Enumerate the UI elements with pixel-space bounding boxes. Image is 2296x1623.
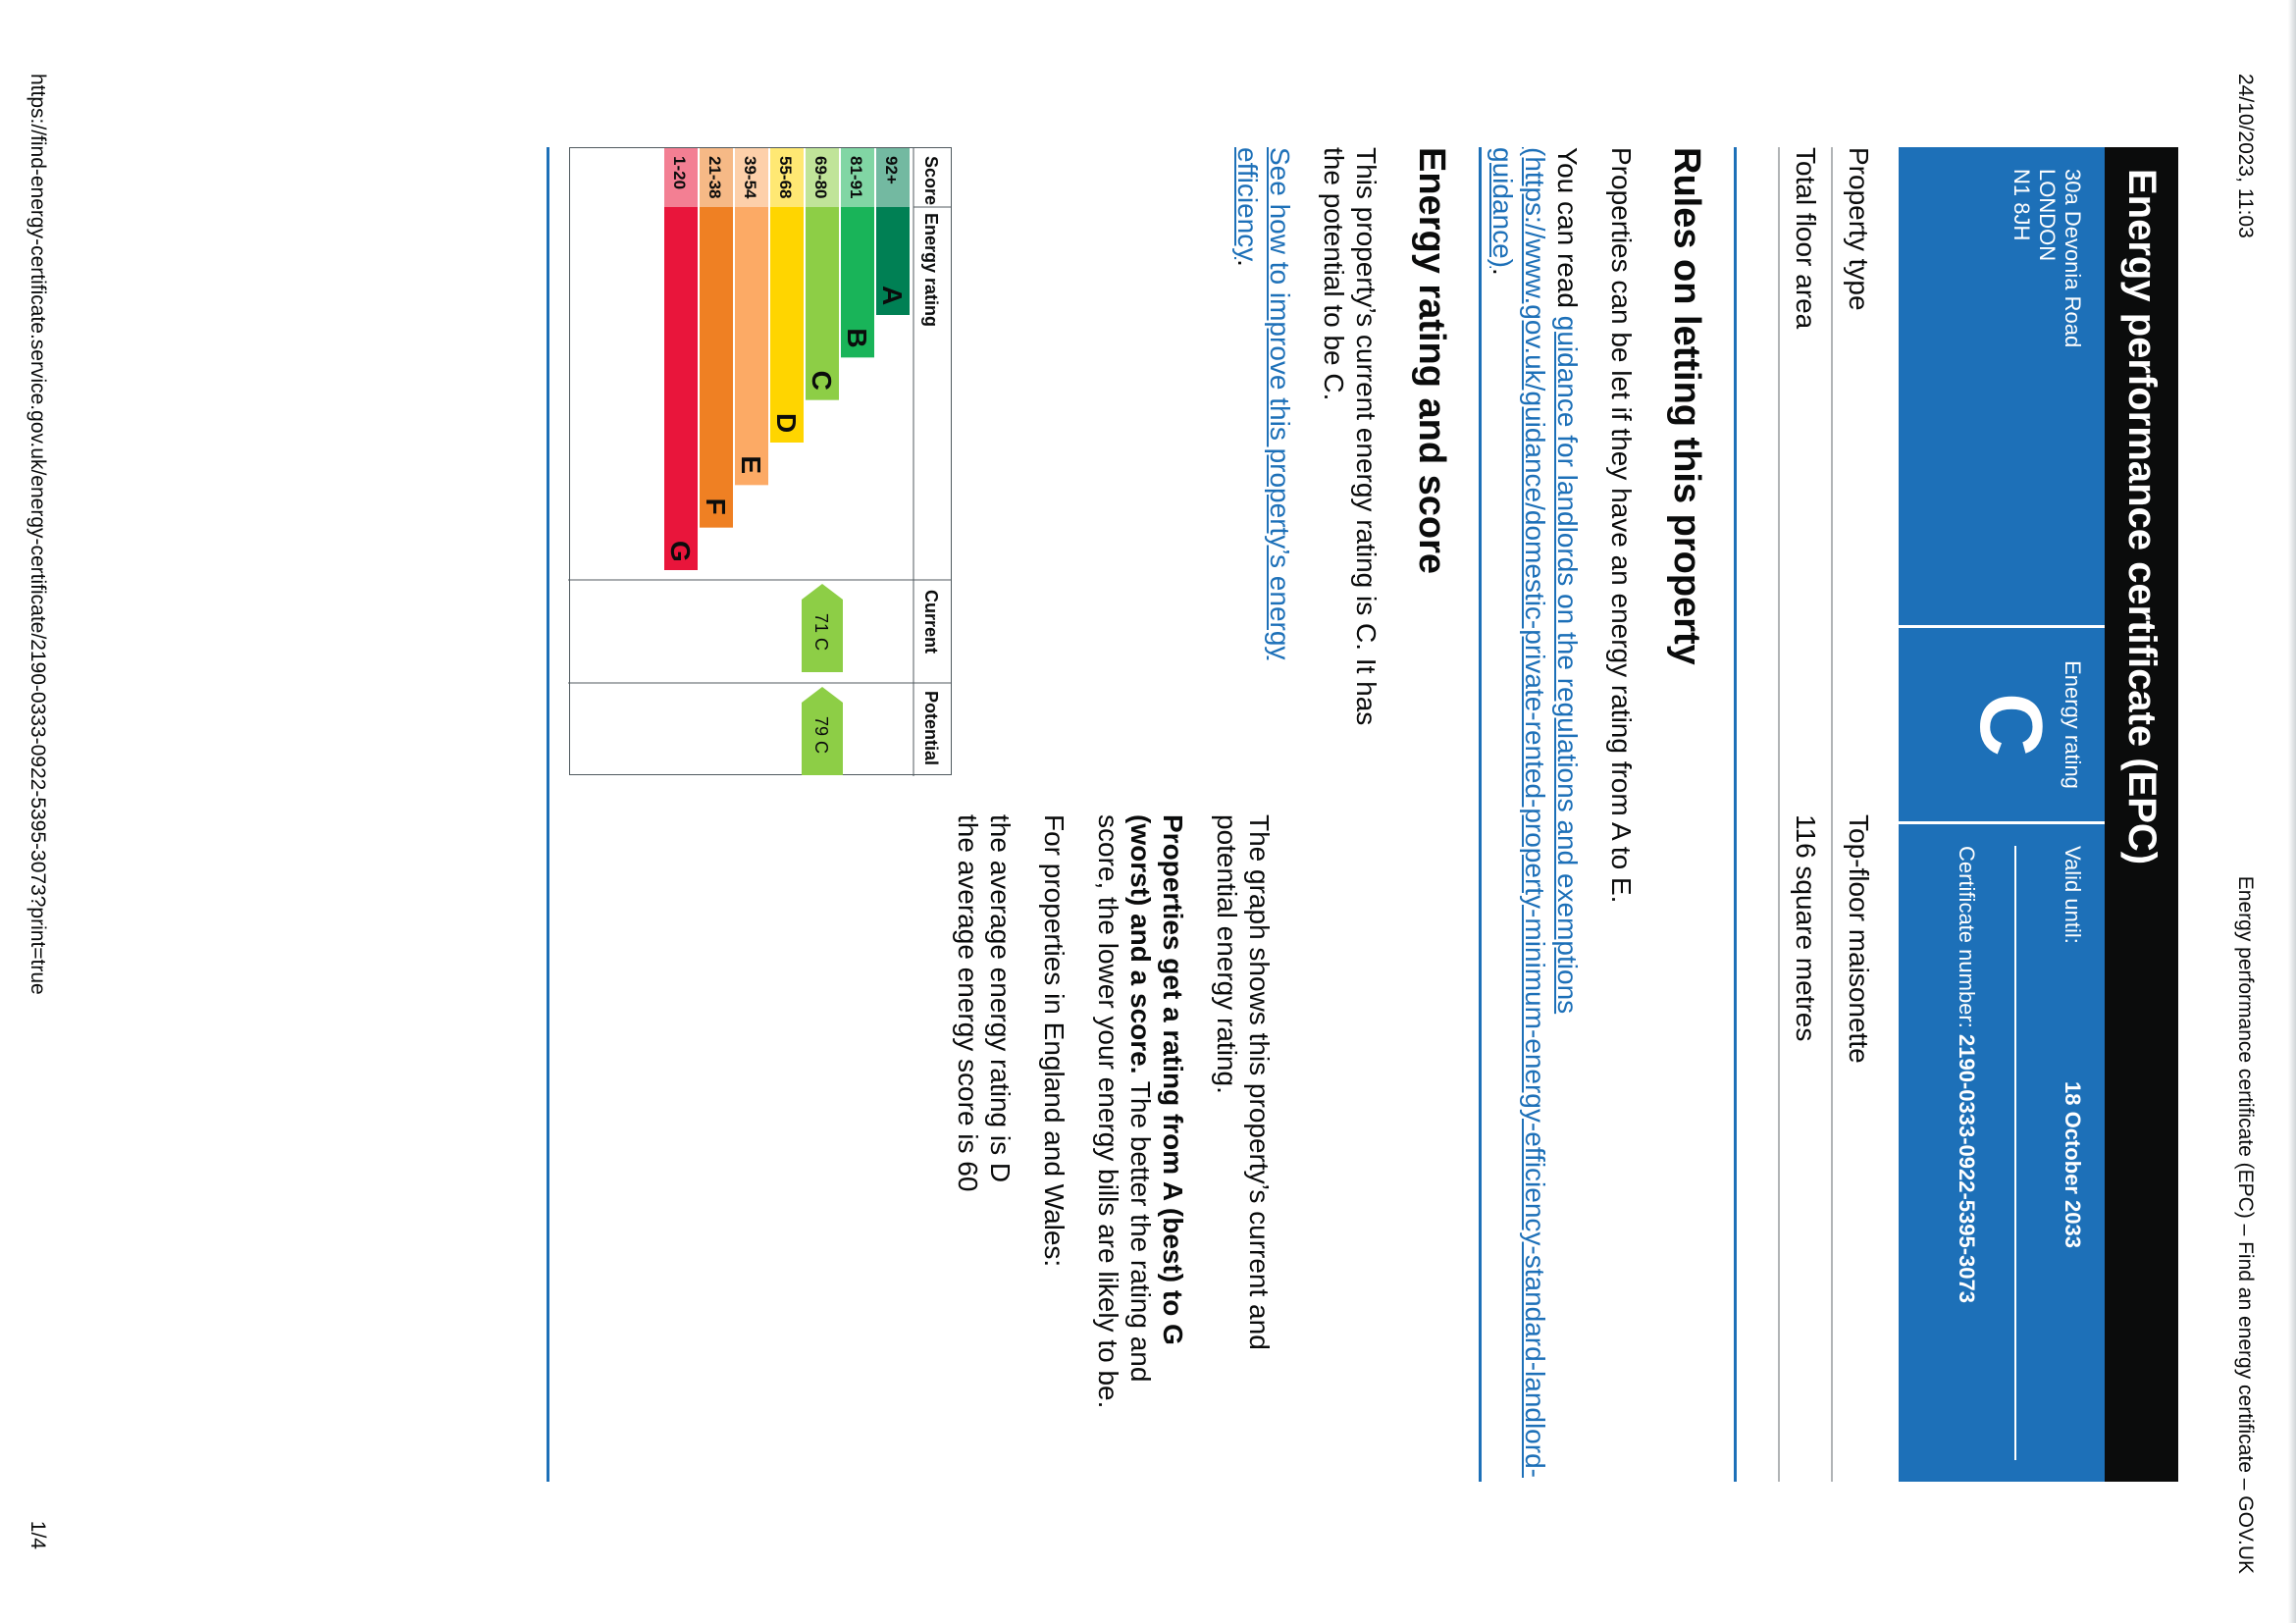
improve-text: [1231, 147, 1296, 736]
scan-edge: [2288, 0, 2296, 1623]
address-line-3: N1 8JH: [2009, 169, 2034, 241]
band-score-label: 21-38: [705, 156, 724, 199]
property-address: [1899, 147, 2105, 628]
address-line-2: LONDON: [2035, 169, 2060, 262]
summary-label: Total floor area: [1791, 147, 1821, 330]
rating-explanation-normal: The better the rating and score, the lower your energy bills are likely to be.: [1093, 814, 1156, 1409]
property-summary: [1778, 147, 1884, 1482]
valid-until-date: 18 October 2033: [2061, 1081, 2085, 1248]
band-letter-A: A: [877, 286, 908, 306]
letting-section: [1487, 147, 1707, 1482]
energy-rating-letter: C: [1961, 693, 2060, 757]
improve-suffix: .: [1232, 259, 1263, 267]
band-letter-C: C: [807, 370, 837, 391]
band-score-label: 81-91: [847, 156, 865, 199]
summary-value: 116 square metres: [1791, 814, 1821, 1042]
validity-panel: [1899, 824, 2105, 1482]
average-score: the average energy score is 60: [953, 814, 983, 1192]
section-divider: [547, 147, 549, 1482]
rating-section-right: [952, 814, 1276, 1442]
rating-explanation: [1092, 814, 1189, 1442]
band-score-label: 55-68: [776, 156, 795, 199]
summary-label: Property type: [1844, 147, 1874, 311]
chart-header-1: Energy rating: [921, 213, 941, 328]
page-title: Energy performance certificate (EPC): [2105, 147, 2178, 1482]
certificate-number-label: Certificate number:: [1955, 846, 1979, 1028]
epc-summary-box: [1899, 147, 2105, 1482]
rating-explanation-bold: Properties get a rating from A (best) to G (worst) and a score.: [1125, 814, 1188, 1345]
certificate-number-value: 2190-0333-0922-5395-3073: [1955, 1033, 1979, 1303]
summary-row: [1778, 147, 1831, 1482]
energy-rating-panel: [1899, 628, 2105, 824]
print-page-title: Energy performance certificate (EPC) – Find an energy certificate – GOV.UK: [2234, 875, 2257, 1574]
band-letter-F: F: [701, 497, 731, 515]
band-bar-D: [770, 207, 804, 443]
section-divider: [1479, 147, 1482, 1482]
chart-header-3: Potential: [921, 691, 941, 766]
summary-row: [1831, 147, 1884, 1482]
chart-header-2: Current: [921, 590, 941, 654]
band-score-label: 92+: [882, 156, 901, 184]
band-letter-D: D: [771, 413, 802, 434]
address-line-1: 30a Devonia Road: [2061, 169, 2085, 348]
band-letter-E: E: [736, 455, 766, 475]
print-datetime: 24/10/2023, 11:03: [2234, 74, 2257, 238]
band-score-label: 39-54: [741, 156, 759, 199]
potential-rating-label: 79 C: [811, 716, 831, 755]
rating-heading: Energy rating and score: [1411, 147, 1452, 575]
guidance-link[interactable]: guidance for landlords on the regulations and exemptions (https://www.gov.uk/guidance/domestic-private-rented-property-minimum-energy-efficiency-standard-landlord-guidance): [1487, 147, 1583, 1478]
valid-until-label: Valid until:: [2061, 846, 2085, 944]
improve-link[interactable]: See how to improve this property’s energy efficiency: [1232, 147, 1295, 660]
energy-rating-chart-svg: [568, 148, 951, 776]
average-rating: the average energy rating is D: [985, 814, 1016, 1183]
average-intro: For properties in England and Wales:: [1039, 814, 1070, 1268]
letting-guidance-text: [1487, 147, 1584, 1482]
graph-description: The graph shows this property’s current and potential energy rating.: [1212, 814, 1275, 1350]
band-bar-G: [664, 207, 698, 570]
band-letter-G: G: [665, 541, 696, 562]
guidance-prefix: You can read: [1552, 147, 1583, 316]
band-score-label: 69-80: [811, 156, 830, 199]
band-bar-E: [735, 207, 768, 485]
band-letter-B: B: [842, 328, 872, 348]
band-bar-F: [700, 207, 733, 528]
print-page-number: 1/4: [26, 1520, 49, 1549]
rating-text: This property’s current energy rating is C. It has the potential to be C.: [1319, 147, 1382, 726]
current-rating-label: 71 C: [811, 613, 831, 652]
rating-section-left: [1231, 147, 1452, 814]
certificate-number: [1954, 846, 1979, 1303]
divider: [2014, 846, 2016, 1460]
chart-header-0: Score: [921, 156, 941, 206]
letting-text: Properties can be let if they have an energy rating from A to E.: [1606, 147, 1637, 904]
band-score-label: 1-20: [670, 156, 689, 190]
guidance-suffix: .: [1487, 267, 1518, 276]
print-url: https://find-energy-certificate.service.gov.uk/energy-certificate/2190-0333-0922-5395-3073?print=true: [26, 74, 49, 995]
section-divider: [1734, 147, 1737, 1482]
energy-rating-label: Energy rating: [2061, 660, 2085, 789]
summary-value: Top-floor maisonette: [1844, 814, 1874, 1064]
energy-rating-chart: [569, 147, 952, 775]
letting-heading: Rules on letting this property: [1666, 147, 1707, 665]
